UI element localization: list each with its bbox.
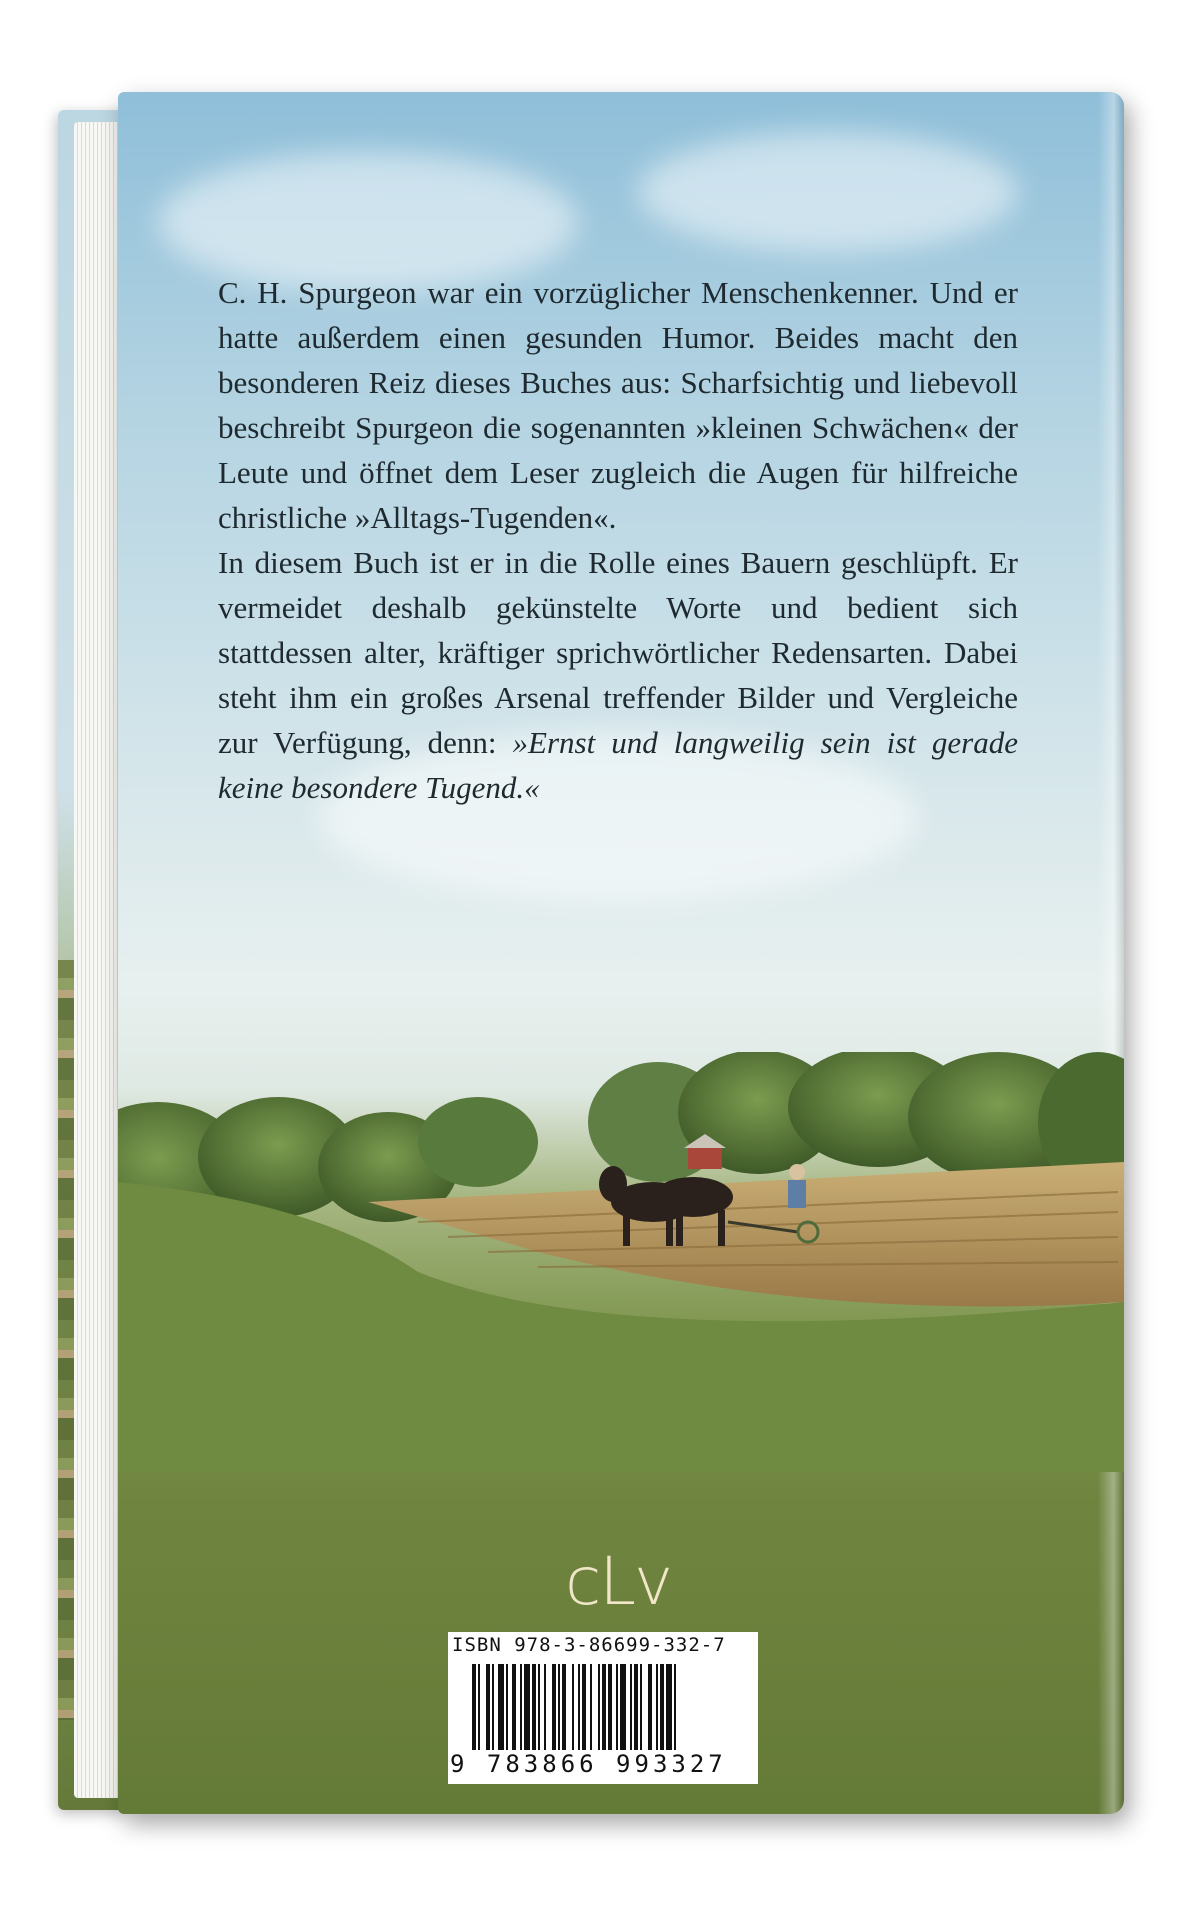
isbn-barcode <box>448 1632 758 1784</box>
blurb-paragraph-2 <box>218 540 1018 810</box>
plowing-landscape-illustration <box>118 1052 1124 1472</box>
page-block <box>74 122 124 1798</box>
barcode-bars <box>472 1664 748 1758</box>
blurb-text <box>218 270 1018 810</box>
isbn-label: ISBN 978-3-86699-332-7 <box>452 1634 726 1656</box>
cloud <box>638 132 1018 252</box>
blurb-paragraph-2-text: In diesem Buch ist er in die Rolle eines Bauern geschlüpft. Er vermeidet deshalb gekünstelte Worte und bedient sich stattdessen alter, kräftiger sprichwörtlicher Redensarten. Dabei steht ihm ein großes Arsenal treffender Bilder und Vergleiche zur Verfügung, denn: <box>218 545 1018 760</box>
barcode-digits-text: 9 783866 993327 <box>450 1750 727 1778</box>
barcode-digits <box>450 1750 756 1778</box>
clv-publisher-logo: cLv <box>564 1543 672 1620</box>
blurb-paragraph-1: C. H. Spurgeon war ein vorzüglicher Menschenkenner. Und er hatte außerdem einen gesunden Humor. Beides macht den besonderen Reiz dieses Buches aus: Scharfsichtig und liebevoll beschreibt Spurgeon die sogenannten »kleinen Schwächen« der Leute und öffnet dem Leser zugleich die Augen für hilfreiche christliche »Alltags-Tugenden«. <box>218 275 1018 535</box>
back-cover <box>118 92 1124 1814</box>
blurb-quote: »Ernst und langweilig sein ist gerade keine besondere Tugend.« <box>218 725 1018 805</box>
spine-landscape-strip <box>58 960 74 1720</box>
